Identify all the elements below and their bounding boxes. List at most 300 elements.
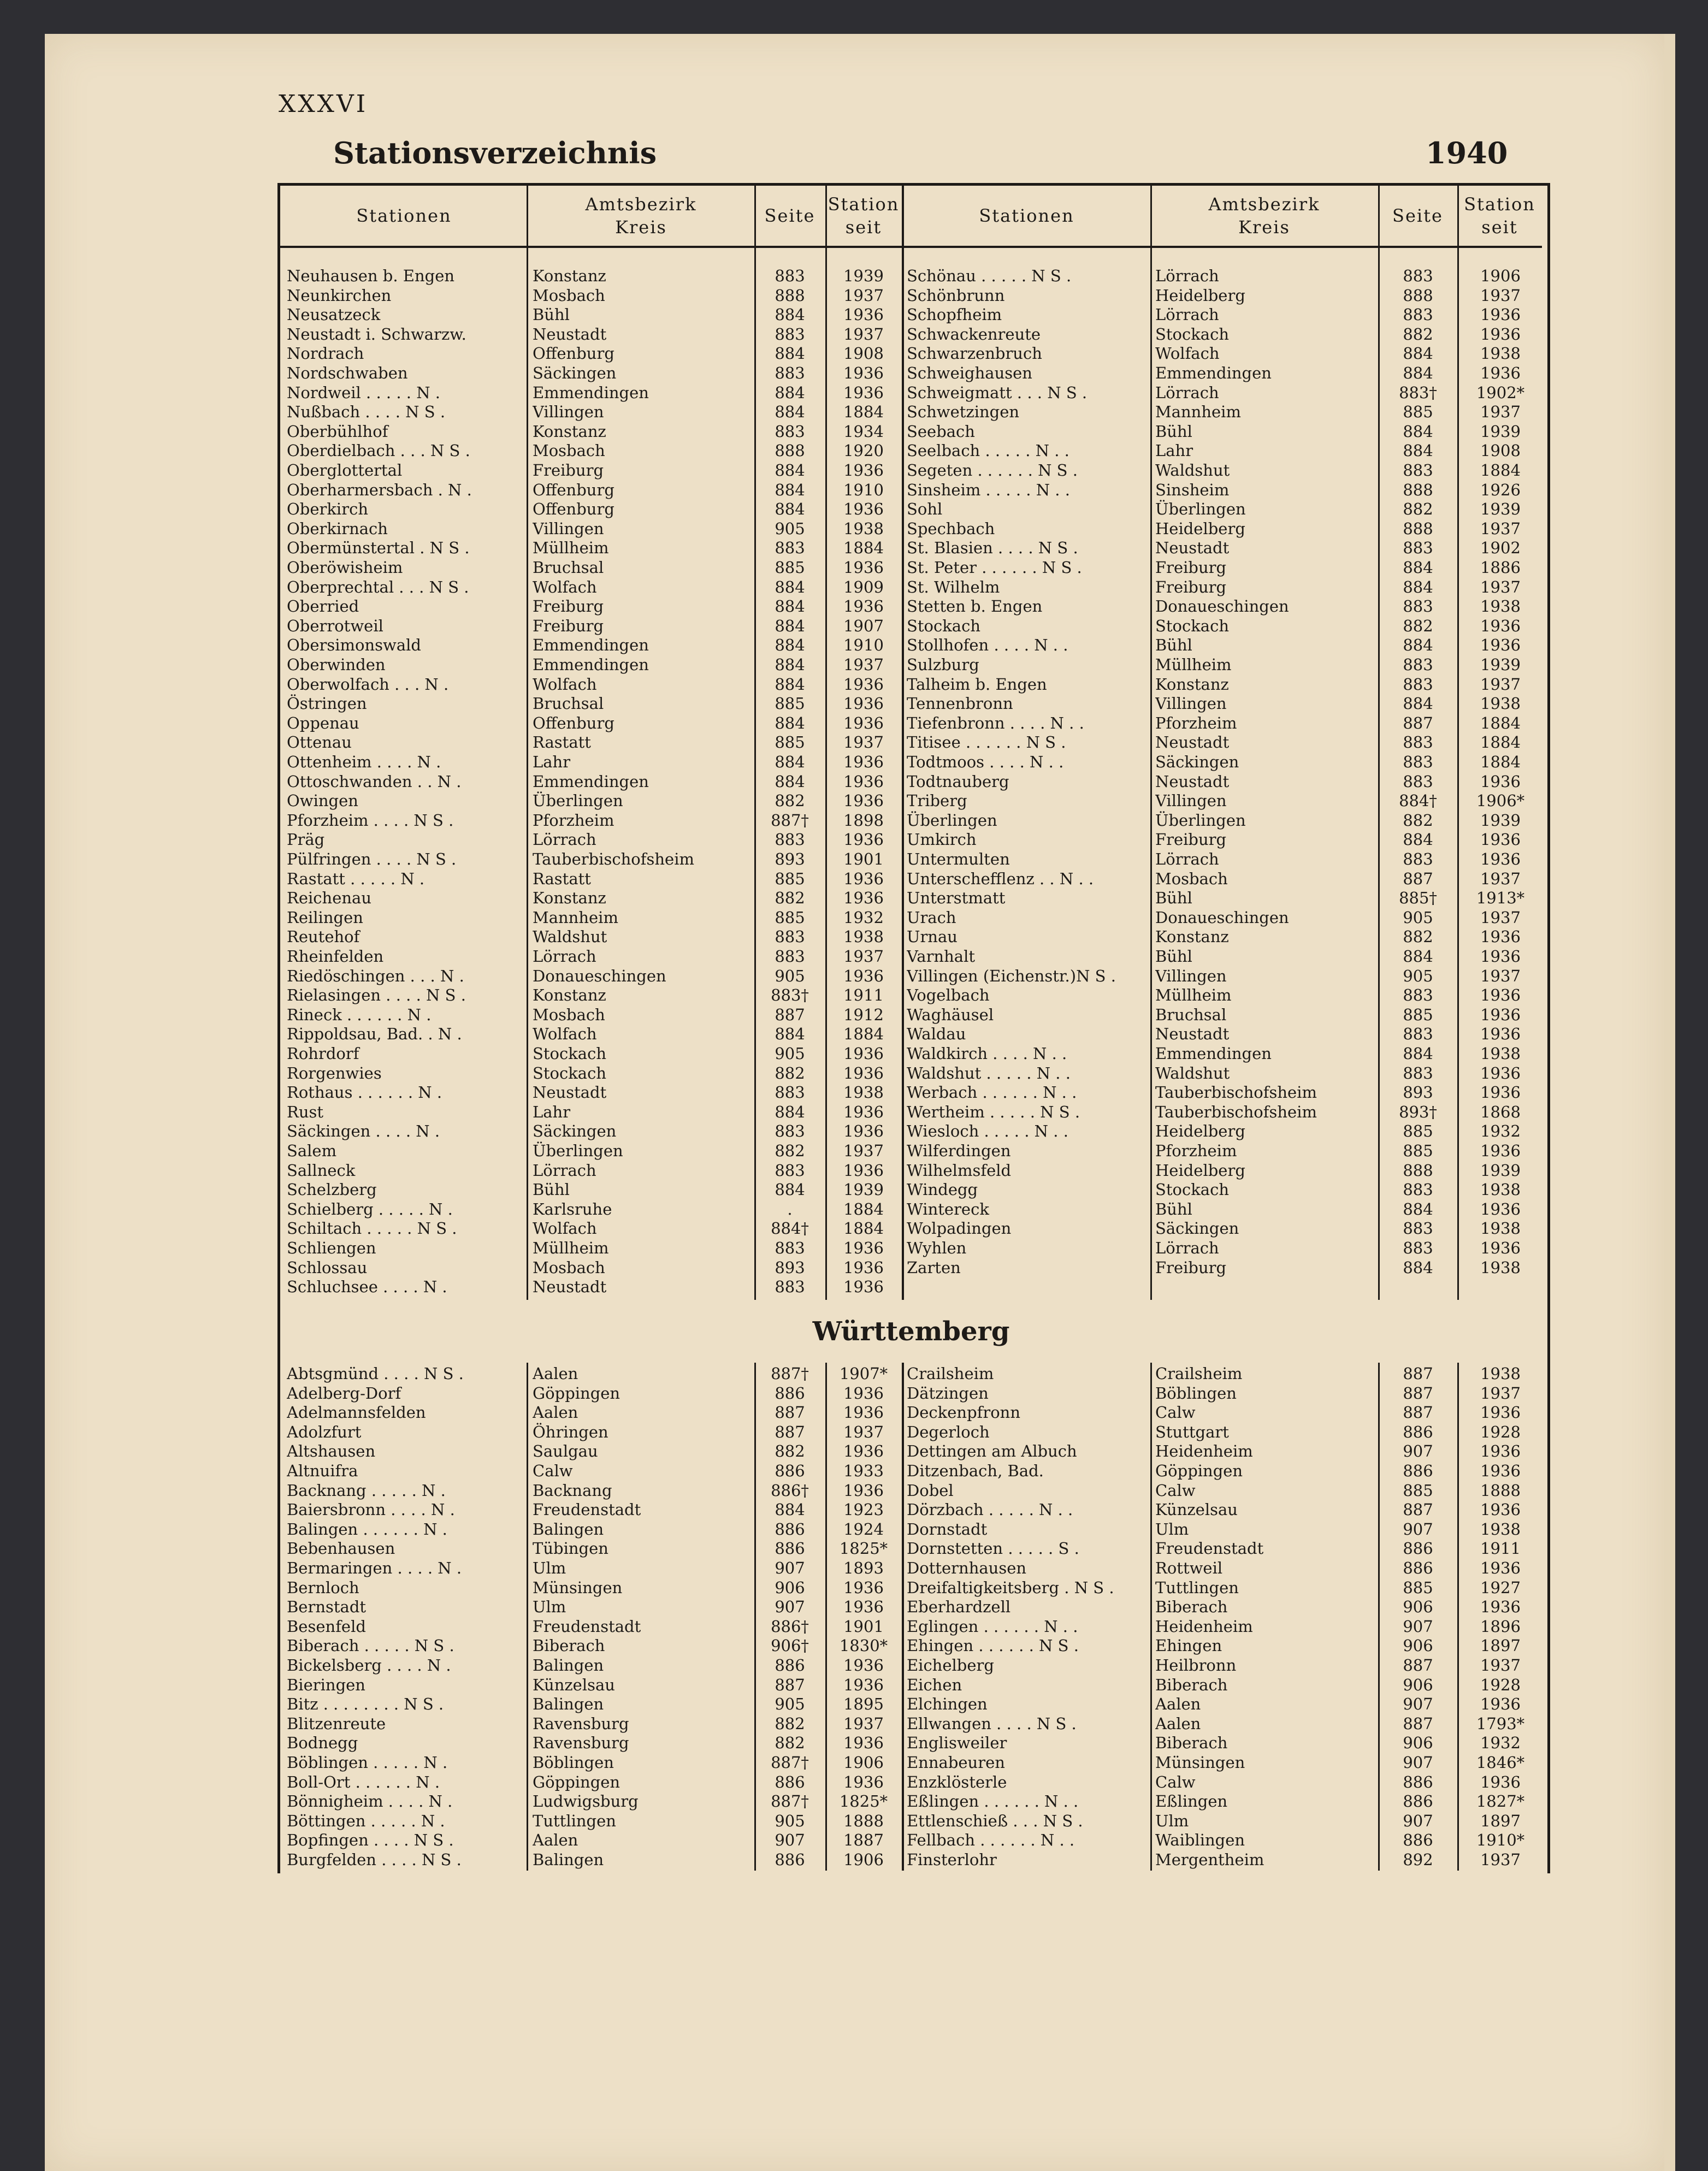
station-name: Präg [287, 830, 325, 849]
kreis-name: Lörrach [1155, 267, 1219, 285]
seite-value: 882 [1403, 811, 1433, 830]
seit-value: 1936 [1480, 830, 1521, 849]
kreis-name: Wolfach [533, 1219, 597, 1238]
table-header [280, 186, 1542, 248]
seit-value: 1884 [843, 539, 884, 558]
kreis-name: Karlsruhe [533, 1199, 612, 1218]
station-name: Schwarzenbruch [907, 344, 1042, 363]
seite-value: 892 [1403, 1850, 1433, 1869]
seite-value: 885 [775, 694, 805, 713]
kreis-name: Lörrach [1155, 850, 1219, 868]
seite-value: 883 [775, 422, 805, 441]
header-stationen-left: Stationen [356, 205, 452, 226]
kreis-name: Calw [1155, 1481, 1196, 1500]
seit-value: 1902 [1480, 539, 1521, 558]
seit-value: 1897 [1480, 1811, 1521, 1830]
seite-value: 887 [775, 1675, 805, 1694]
kreis-name: Freudenstadt [1155, 1539, 1264, 1558]
seit-value: 1938 [843, 927, 884, 947]
kreis-name: Tauberbischofsheim [1155, 1083, 1317, 1102]
seit-value: 1897 [1480, 1636, 1521, 1655]
page-year: 1940 [1426, 135, 1508, 170]
seit-value: 1912 [843, 1005, 884, 1024]
seit-value: 1936 [843, 1258, 884, 1277]
seit-value: 1936 [1480, 772, 1521, 791]
seite-value: 882 [775, 1714, 805, 1733]
station-name: Neuhausen b. Engen [287, 267, 455, 285]
station-name: Obersimonswald [287, 636, 421, 655]
seit-value: 1936 [1480, 364, 1521, 382]
seit-value: 1884 [1480, 733, 1521, 752]
seit-value: 1884 [843, 403, 884, 422]
station-name: Oberdielbach . . . N S . [287, 441, 470, 460]
station-name: Rineck . . . . . . N . [287, 1005, 432, 1024]
station-name: Reichenau [287, 889, 371, 908]
seite-value: 887 [1403, 1383, 1433, 1403]
kreis-name: Ludwigsburg [533, 1792, 639, 1811]
seit-value: 1937 [843, 947, 884, 966]
seit-value: 1888 [1480, 1481, 1521, 1500]
header-station-label: Station [828, 194, 900, 215]
seite-value: 883 [775, 1083, 805, 1102]
kreis-name: Balingen [533, 1850, 604, 1869]
kreis-name: Stockach [1155, 324, 1230, 344]
station-name: Schiltach . . . . . N S . [287, 1219, 457, 1238]
kreis-name: Mergentheim [1155, 1850, 1264, 1869]
station-name: Waldshut . . . . . N . . [907, 1063, 1071, 1082]
station-name: Sohl [907, 500, 943, 519]
kreis-name: Freiburg [1155, 830, 1227, 849]
seit-value: 1936 [843, 791, 884, 811]
seite-value: 884 [775, 636, 805, 655]
kreis-name: Künzelsau [533, 1675, 615, 1694]
seite-value: 883 [1403, 772, 1433, 791]
kreis-name: Konstanz [533, 889, 606, 908]
station-name: Ennabeuren [907, 1753, 1005, 1772]
station-name: Umkirch [907, 830, 977, 849]
column-rule [1378, 186, 1380, 1300]
seite-value: 886 [775, 1519, 805, 1539]
kreis-name: Waldshut [1155, 1063, 1230, 1082]
seit-value: 1936 [1480, 1083, 1521, 1102]
kreis-name: Wolfach [1155, 344, 1220, 363]
station-name: Stetten b. Engen [907, 597, 1043, 616]
seite-value: 883 [1403, 753, 1433, 771]
section-title-wuerttemberg: Württemberg [812, 1316, 1010, 1347]
seite-value: 886 [775, 1462, 805, 1480]
station-name: Altshausen [287, 1442, 376, 1461]
column-rule [1457, 1363, 1459, 1871]
kreis-name: Eßlingen [1155, 1792, 1228, 1811]
seite-value: 883 [1403, 597, 1433, 616]
station-name: Wiesloch . . . . . N . . [907, 1122, 1068, 1141]
seit-value: 1924 [843, 1519, 884, 1539]
station-name: Oberwinden [287, 655, 386, 674]
station-name: Oppenau [287, 713, 359, 732]
kreis-name: Lahr [533, 1102, 571, 1121]
station-name: Eichen [907, 1675, 962, 1694]
seite-value: 888 [775, 441, 805, 460]
station-name: Rorgenwies [287, 1063, 382, 1082]
seite-value: 907 [1403, 1519, 1433, 1539]
station-name: Owingen [287, 791, 358, 811]
kreis-name: Aalen [1155, 1695, 1201, 1714]
seit-value: 1827* [1476, 1792, 1525, 1811]
kreis-name: Bühl [1155, 1199, 1192, 1218]
seite-value: 882 [1403, 927, 1433, 947]
seit-value: 1938 [1480, 1258, 1521, 1277]
station-name: Nordrach [287, 344, 364, 363]
header-seit-label: seit [845, 217, 882, 238]
kreis-name: Offenburg [533, 480, 614, 499]
station-name: Pülfringen . . . . N S . [287, 850, 457, 868]
seit-value: 1898 [843, 811, 884, 830]
kreis-name: Freiburg [1155, 1258, 1227, 1277]
station-name: Neunkirchen [287, 286, 392, 305]
seite-value: 883 [1403, 461, 1433, 480]
kreis-name: Mosbach [533, 441, 605, 460]
station-name: Segeten . . . . . . N S . [907, 461, 1078, 480]
kreis-name: Konstanz [533, 267, 606, 285]
kreis-name: Bruchsal [533, 558, 604, 577]
kreis-name: Böblingen [1155, 1383, 1237, 1403]
kreis-name: Freiburg [533, 616, 604, 635]
seite-value: 886† [771, 1481, 809, 1500]
seit-value: 1936 [843, 1277, 884, 1297]
seit-value: 1937 [1480, 1656, 1521, 1675]
seit-value: 1937 [843, 733, 884, 752]
kreis-name: Tuttlingen [1155, 1578, 1239, 1597]
seit-value: 1936 [1480, 1005, 1521, 1024]
seit-value: 1936 [1480, 1063, 1521, 1082]
seit-value: 1936 [1480, 947, 1521, 966]
station-name: Dettingen am Albuch [907, 1442, 1077, 1461]
seite-value: 884 [775, 655, 805, 674]
seite-value: 886 [1403, 1559, 1433, 1577]
station-name: Pforzheim . . . . N S . [287, 811, 454, 830]
kreis-name: Säckingen [1155, 1219, 1239, 1238]
kreis-name: Offenburg [533, 713, 614, 732]
kreis-name: Donaueschingen [533, 966, 666, 985]
seit-value: 1938 [1480, 1180, 1521, 1199]
seit-value: 1895 [843, 1695, 884, 1714]
seite-value: 883 [775, 947, 805, 966]
seite-value: 906 [775, 1578, 805, 1597]
seit-value: 1936 [843, 1383, 884, 1403]
seit-value: 1936 [843, 597, 884, 616]
seit-value: 1884 [843, 1025, 884, 1044]
seit-value: 1937 [1480, 966, 1521, 985]
seit-value: 1884 [843, 1219, 884, 1238]
seit-value: 1936 [1480, 1239, 1521, 1257]
kreis-name: Münsingen [533, 1578, 623, 1597]
seite-value: 883 [1403, 1180, 1433, 1199]
seite-value: 888 [1403, 480, 1433, 499]
seite-value: 885 [1403, 1122, 1433, 1141]
kreis-name: Heidelberg [1155, 519, 1245, 538]
kreis-name: Wolfach [533, 1025, 597, 1044]
seite-value: 888 [1403, 1161, 1433, 1180]
kreis-name: Lörrach [1155, 305, 1219, 324]
seit-value: 1910 [843, 636, 884, 655]
station-name: Zarten [907, 1258, 961, 1277]
seite-value: 905 [775, 1044, 805, 1063]
seit-value: 1938 [1480, 1044, 1521, 1063]
station-name: Schielberg . . . . . N . [287, 1199, 453, 1218]
kreis-name: Balingen [533, 1519, 604, 1539]
seite-value: 888 [1403, 519, 1433, 538]
kreis-name: Aalen [1155, 1714, 1201, 1733]
seit-value: 1936 [1480, 986, 1521, 1005]
seit-value: 1936 [1480, 1772, 1521, 1791]
kreis-name: Aalen [533, 1364, 578, 1383]
kreis-name: Neustadt [1155, 772, 1230, 791]
seit-value: 1928 [1480, 1422, 1521, 1441]
seite-value: 887 [775, 1422, 805, 1441]
station-name: Oberrotweil [287, 616, 383, 635]
kreis-name: Wolfach [533, 577, 597, 596]
kreis-name: Müllheim [533, 539, 609, 558]
seite-value: 883 [775, 1239, 805, 1257]
column-rule [1378, 1363, 1380, 1871]
seit-value: 1936 [1480, 850, 1521, 868]
seite-value: 883 [1403, 1219, 1433, 1238]
kreis-name: Mosbach [533, 1005, 605, 1024]
kreis-name: Lörrach [533, 947, 596, 966]
station-name: Stollhofen . . . . N . . [907, 636, 1068, 655]
station-name: Oberharmersbach . N . [287, 480, 472, 499]
header-station-seit-left [825, 186, 902, 246]
seit-value: 1936 [1480, 616, 1521, 635]
kreis-name: Konstanz [1155, 927, 1229, 947]
seite-value: 884 [1403, 344, 1433, 363]
kreis-name: Ulm [1155, 1811, 1189, 1830]
station-name: Titisee . . . . . . N S . [907, 733, 1066, 752]
station-name: Wertheim . . . . . N S . [907, 1102, 1080, 1121]
header-amtsbezirk-label: Amtsbezirk [1208, 194, 1320, 215]
seite-value: 883 [1403, 850, 1433, 868]
column-rule [825, 1363, 827, 1871]
kreis-name: Lörrach [533, 830, 596, 849]
station-name: Bieringen [287, 1675, 365, 1694]
seit-value: 1932 [1480, 1734, 1521, 1753]
seite-value: 884 [1403, 1258, 1433, 1277]
station-name: Triberg [907, 791, 967, 811]
seite-value: 883 [775, 1161, 805, 1180]
seite-value: 905 [775, 966, 805, 985]
station-name: St. Peter . . . . . . N S . [907, 558, 1082, 577]
seite-value: 884 [1403, 364, 1433, 382]
seite-value: 905 [775, 1811, 805, 1830]
station-name: Oberkirnach [287, 519, 388, 538]
seite-value: 883 [1403, 267, 1433, 285]
seit-value: 1937 [843, 324, 884, 344]
station-name: Adelmannsfelden [287, 1403, 426, 1422]
seit-value: 1936 [843, 383, 884, 402]
station-name: Sinsheim . . . . . N . . [907, 480, 1070, 499]
kreis-name: Bruchsal [533, 694, 604, 713]
seite-value: 886 [1403, 1539, 1433, 1558]
seite-value: 886 [775, 1656, 805, 1675]
seite-value: 885 [775, 558, 805, 577]
seite-value: 907 [1403, 1753, 1433, 1772]
seite-value: 887 [1403, 869, 1433, 888]
kreis-name: Calw [1155, 1772, 1196, 1791]
seite-value: 886 [775, 1539, 805, 1558]
station-name: Talheim b. Engen [907, 675, 1047, 694]
station-name: Dätzingen [907, 1383, 989, 1403]
station-name: Oberried [287, 597, 359, 616]
kreis-name: Müllheim [533, 1239, 609, 1257]
seite-value: 893 [775, 1258, 805, 1277]
station-name: Adolzfurt [287, 1422, 362, 1441]
seit-value: 1936 [843, 461, 884, 480]
seit-value: 1936 [1480, 1695, 1521, 1714]
kreis-name: Biberach [1155, 1734, 1228, 1753]
seite-value: 883 [775, 324, 805, 344]
seit-value: 1938 [1480, 1519, 1521, 1539]
header-kreis-label: Kreis [615, 217, 667, 238]
seite-value: 905 [1403, 908, 1433, 927]
seite-value: 884 [775, 1500, 805, 1519]
seit-value: 1938 [1480, 344, 1521, 363]
kreis-name: Ulm [533, 1559, 566, 1577]
kreis-name: Rastatt [533, 733, 591, 752]
seite-value: 907 [775, 1598, 805, 1617]
station-name: Schönbrunn [907, 286, 1005, 305]
header-amtsbezirk-left [528, 186, 754, 246]
header-stationen-right: Stationen [979, 205, 1074, 226]
seit-value: 1938 [1480, 1364, 1521, 1383]
seite-value: 883 [1403, 1063, 1433, 1082]
column-rule [1150, 1363, 1152, 1871]
station-name: Werbach . . . . . . N . . [907, 1083, 1077, 1102]
seite-value: 883 [775, 267, 805, 285]
seit-value: 1920 [843, 441, 884, 460]
seit-value: 1936 [1480, 324, 1521, 344]
seite-value: 905 [775, 519, 805, 538]
station-name: Reutehof [287, 927, 360, 947]
seit-value: 1932 [843, 908, 884, 927]
kreis-name: Neustadt [1155, 1025, 1230, 1044]
seite-value: 886 [1403, 1792, 1433, 1811]
station-name: Urnau [907, 927, 958, 947]
seite-value: 886† [771, 1617, 809, 1636]
column-rule [825, 186, 827, 1300]
seite-value: 883 [775, 830, 805, 849]
seit-value: 1927 [1480, 1578, 1521, 1597]
seite-value: 884† [771, 1219, 809, 1238]
header-seite-left: Seite [764, 205, 815, 226]
seite-value: 886 [775, 1850, 805, 1869]
seit-value: 1939 [843, 1180, 884, 1199]
seite-value: 883 [1403, 539, 1433, 558]
seit-value: 1936 [843, 694, 884, 713]
station-name: Dobel [907, 1481, 954, 1500]
seite-value: 883 [1403, 1025, 1433, 1044]
kreis-name: Villingen [1155, 791, 1227, 811]
seit-value: 1936 [843, 1122, 884, 1141]
station-name: Unterschefflenz . . N . . [907, 869, 1094, 888]
kreis-name: Emmendingen [533, 383, 649, 402]
kreis-name: Pforzheim [1155, 1141, 1237, 1160]
station-name: Ottenau [287, 733, 352, 752]
kreis-name: Mannheim [1155, 403, 1241, 422]
station-name: Seebach [907, 422, 975, 441]
kreis-name: Rottweil [1155, 1559, 1223, 1577]
station-name: Eßlingen . . . . . . N . . [907, 1792, 1079, 1811]
seite-value: 883 [775, 1122, 805, 1141]
station-name: Wilhelmsfeld [907, 1161, 1012, 1180]
seit-value: 1936 [843, 1734, 884, 1753]
station-name: Wyhlen [907, 1239, 967, 1257]
station-name: Deckenpfronn [907, 1403, 1021, 1422]
kreis-name: Lörrach [533, 1161, 596, 1180]
seit-value: 1896 [1480, 1617, 1521, 1636]
kreis-name: Bruchsal [1155, 1005, 1227, 1024]
kreis-name: Mannheim [533, 908, 618, 927]
seite-value: 883 [775, 364, 805, 382]
kreis-name: Konstanz [533, 986, 606, 1005]
seite-value: 907 [1403, 1695, 1433, 1714]
kreis-name: Crailsheim [1155, 1364, 1243, 1383]
kreis-name: Böblingen [533, 1753, 614, 1772]
seit-value: 1936 [1480, 1462, 1521, 1480]
seite-value: 884 [1403, 577, 1433, 596]
station-name: Varnhalt [907, 947, 976, 966]
kreis-name: Stockach [533, 1044, 607, 1063]
station-name: Bernloch [287, 1578, 359, 1597]
kreis-name: Überlingen [533, 1141, 623, 1160]
station-name: Altnuifra [287, 1462, 358, 1480]
station-name: Rastatt . . . . . N . [287, 869, 425, 888]
kreis-name: Biberach [533, 1636, 605, 1655]
seit-value: 1911 [843, 986, 884, 1005]
station-name: Schweigmatt . . . N S . [907, 383, 1088, 402]
seit-value: 1936 [843, 966, 884, 985]
kreis-name: Mosbach [533, 286, 605, 305]
seit-value: 1937 [1480, 869, 1521, 888]
kreis-name: Heidenheim [1155, 1442, 1253, 1461]
seit-value: 1884 [1480, 461, 1521, 480]
station-name: Tennenbronn [907, 694, 1013, 713]
kreis-name: Bühl [533, 305, 570, 324]
kreis-name: Überlingen [1155, 811, 1246, 830]
seite-value: 884 [1403, 441, 1433, 460]
kreis-name: Überlingen [1155, 500, 1246, 519]
kreis-name: Bühl [1155, 422, 1192, 441]
seit-value: 1936 [843, 1161, 884, 1180]
kreis-name: Emmendingen [1155, 364, 1272, 382]
seite-value: 907 [1403, 1617, 1433, 1636]
column-rule [1457, 186, 1459, 1300]
seit-value: 1936 [843, 1442, 884, 1461]
seite-value: 883 [775, 539, 805, 558]
station-name: Salem [287, 1141, 337, 1160]
seit-value: 1936 [843, 1772, 884, 1791]
seite-value: 884 [1403, 694, 1433, 713]
seit-value: 1936 [1480, 1141, 1521, 1160]
station-name: Schwetzingen [907, 403, 1020, 422]
station-name: Todtmoos . . . . N . . [907, 753, 1064, 771]
seit-value: 1936 [843, 364, 884, 382]
seite-value: 907 [775, 1831, 805, 1850]
kreis-name: Stockach [533, 1063, 607, 1082]
station-name: Reilingen [287, 908, 363, 927]
station-name: Schluchsee . . . . N . [287, 1277, 447, 1297]
station-name: Wolpadingen [907, 1219, 1012, 1238]
station-name: Stockach [907, 616, 981, 635]
